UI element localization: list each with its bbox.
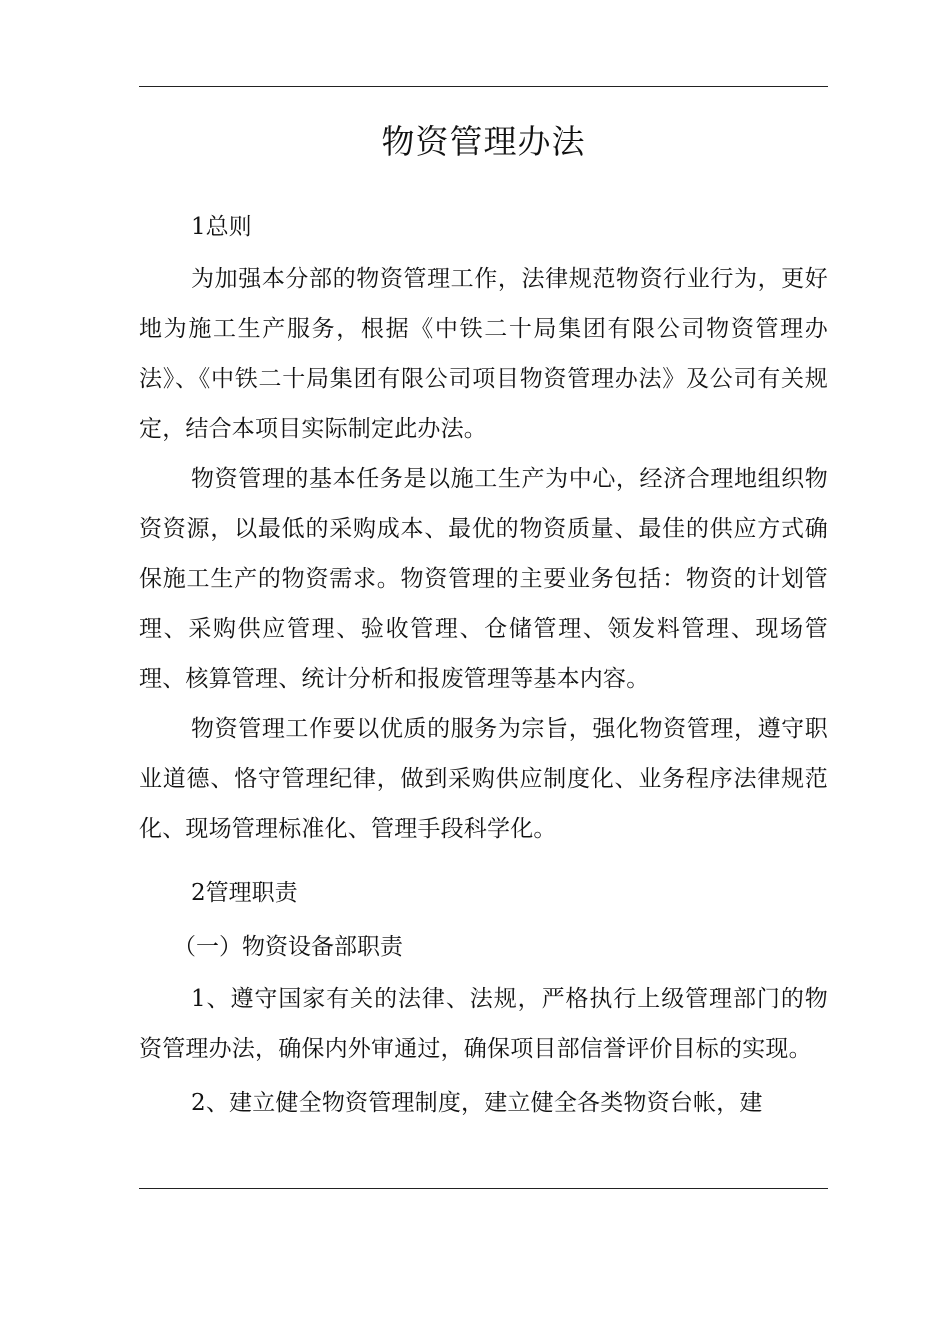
paragraph: 物资管理工作要以优质的服务为宗旨，强化物资管理，遵守职业道德、恪守管理纪律，做到采购供应制度化、业务程序法律规范化、现场管理标准化、管理手段科学化。 bbox=[139, 716, 828, 842]
paragraph: 物资管理的基本任务是以施工生产为中心，经济合理地组织物资资源，以最低的采购成本、最优的物资质量、最佳的供应方式确保施工生产的物资需求。物资管理的主要业务包括：物资的计划管理、采购供应管理、验收管理、仓储管理、领发料管理、现场管理、核算管理、统计分析和报废管理等基本内容。 bbox=[139, 466, 828, 692]
section-heading-general: 1总则 bbox=[191, 214, 252, 240]
footer-rule bbox=[139, 1188, 828, 1189]
document-title: 物资管理办法 bbox=[381, 122, 586, 161]
paragraph: 为加强本分部的物资管理工作，法律规范物资行业行为，更好地为施工生产服务，根据《中铁二十局集团有限公司物资管理办法》、《中铁二十局集团有限公司项目物资管理办法》及公司有关规定，结合本项目实际制定此办法。 bbox=[139, 266, 828, 442]
header-rule bbox=[139, 86, 828, 87]
paragraph: 2、建立健全物资管理制度，建立健全各类物资台帐，建 bbox=[191, 1090, 763, 1116]
document-page bbox=[139, 100, 828, 1128]
section-heading-responsibilities: 2管理职责 bbox=[191, 880, 298, 906]
paragraph: 1、遵守国家有关的法律、法规，严格执行上级管理部门的物资管理办法，确保内外审通过，确保项目部信誉评价目标的实现。 bbox=[139, 986, 828, 1062]
subsection-heading: （一）物资设备部职责 bbox=[173, 934, 403, 960]
